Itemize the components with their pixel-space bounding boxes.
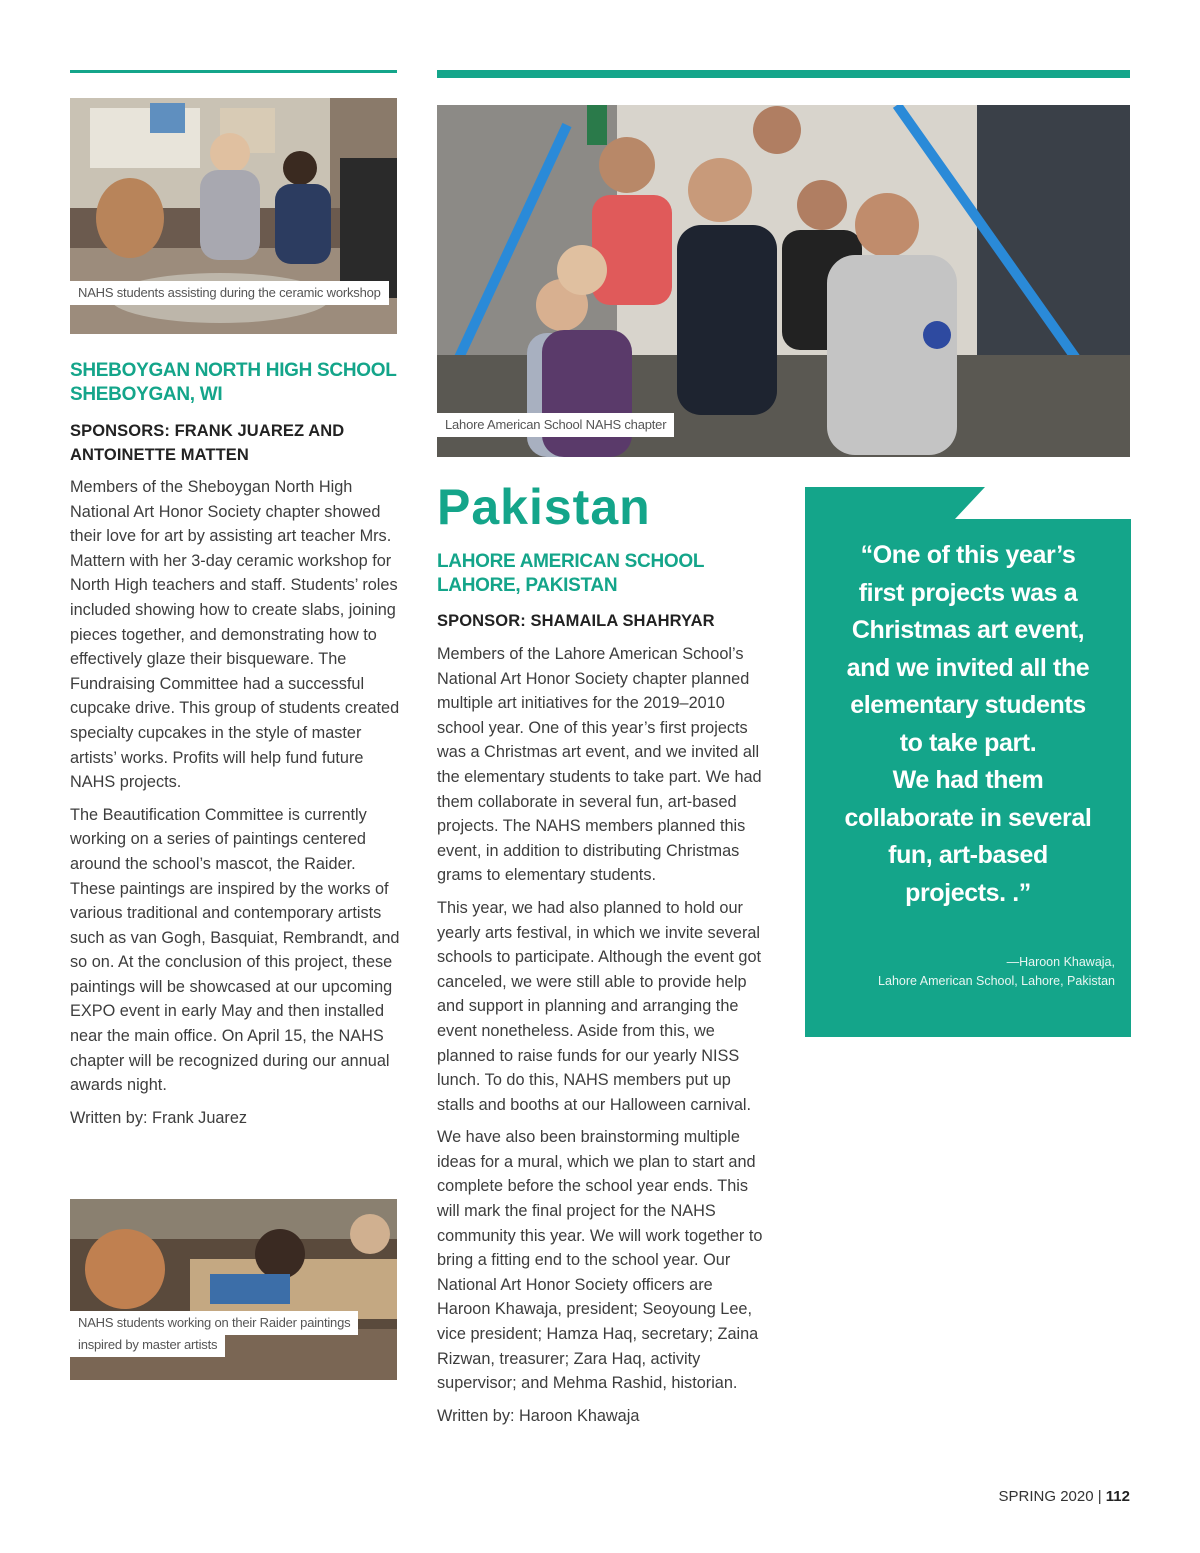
page-number: 112 <box>1105 1488 1130 1505</box>
paragraph: This year, we had also planned to hold our yearly arts festival, in which we invite several schools to participate. Although the event got canceled, we were still able to provide help and support in planning and arranging the event nonetheless. Aside from this, we planned to raise funds for our yearly NISS lunch. To do this, NAHS members put up stalls and booths at our Halloween carnival. <box>437 898 762 1114</box>
quote-line: Christmas art event, <box>851 616 1085 644</box>
sponsor-line-1: SPONSORS: FRANK JUAREZ AND <box>70 422 345 440</box>
lahore-photo-caption: Lahore American School NAHS chapter <box>437 413 674 437</box>
byline: Written by: Frank Juarez <box>70 1108 248 1127</box>
paragraph: Members of the Sheboygan North High National Art Honor Society chapter showed their love for art by assisting art teacher Mrs. Mattern with her 3-day ceramic workshop for North High teachers and staff. Students’ roles included showing how to create slabs, joining pieces together, and demonstrating how to effectively glaze their bisqueware. The Fundraising Committee had a successful cupcake drive. This group of students created specialty cupcakes in the style of master artists’ works. Profits will help fund future NAHS projects. <box>70 478 400 792</box>
byline: Written by: Haroon Khawaja <box>437 1406 640 1425</box>
paragraph: The Beautification Committee is currently working on a series of paintings centered around the school’s mascot, the Raider. These paintings are inspired by the works of various traditional and contemporary artists such as van Gogh, Basquiat, Rembrandt, and so on. At the conclusion of this project, these paintings will be showcased at our upcoming EXPO event in early May and then installed near the main office. On April 15, the NAHS chapter will be recognized during our annual awards night. <box>70 805 400 1095</box>
ceramic-photo-caption: NAHS students assisting during the ceramic workshop <box>70 281 389 305</box>
country-heading: Pakistan <box>437 479 651 535</box>
lahore-chapter-photo <box>437 105 1130 457</box>
paragraph: We have also been brainstorming multiple ideas for a mural, which we plan to start and complete before the school year ends. This will mark the final project for the NAHS community this year. We will work together to bring a fitting end to the school year. Our National Art Honor Society officers are Haroon Khawaja, president; Seoyoung Lee, vice president; Hamza Haq, secretary; Zaina Rizwan, treasurer; Zara Haq, activity supervisor; and Mehma Rashid, historian. <box>437 1128 763 1393</box>
page-footer <box>999 1488 1130 1505</box>
issue-label: SPRING 2020 | <box>998 1488 1106 1505</box>
sheboygan-sponsors <box>70 419 344 467</box>
lahore-sponsor: SPONSOR: SHAMAILA SHAHRYAR <box>437 612 715 630</box>
school-location: LAHORE, PAKISTAN <box>437 575 618 596</box>
school-name: LAHORE AMERICAN SCHOOL <box>437 551 705 572</box>
paragraph: Members of the Lahore American School’s National Art Honor Society chapter planned multiple art initiatives for the 2019–2010 school year. One of this year’s first projects was a Christmas art event, and we invited all the elementary students to take part. We had them collaborate in several fun, art-based projects. The NAHS members planned this event, in addition to distributing Christmas grams to elementary students. <box>437 645 762 885</box>
attribution-name: —Haroon Khawaja, <box>1006 955 1115 969</box>
lahore-article-body <box>437 642 767 1436</box>
quote-line: first projects was a <box>858 578 1078 607</box>
quote-line: We had them <box>892 766 1044 794</box>
lahore-school-heading <box>437 550 704 598</box>
pull-quote-text <box>805 537 1131 912</box>
raider-photo-caption-2 <box>70 1333 225 1357</box>
right-top-rule <box>437 70 1130 78</box>
school-name: SHEBOYGAN NORTH HIGH SCHOOL <box>70 360 397 381</box>
quote-line: fun, art-based <box>888 841 1048 869</box>
quote-line: projects. .” <box>905 878 1031 907</box>
quote-line: and we invited all the <box>846 653 1090 682</box>
attribution-school: Lahore American School, Lahore, Pakistan <box>878 974 1115 988</box>
sponsor-line-2: ANTOINETTE MATTEN <box>70 446 249 464</box>
sheboygan-school-heading <box>70 359 397 407</box>
left-top-rule <box>70 70 397 73</box>
quote-line: elementary students <box>850 691 1086 719</box>
caption-line-1: NAHS students working on their Raider paintings <box>78 1315 351 1330</box>
caption-line-2: inspired by master artists <box>78 1337 218 1352</box>
quote-attribution <box>878 953 1115 991</box>
quote-line: to take part. <box>899 728 1037 757</box>
pull-quote-box <box>805 487 1131 1037</box>
sheboygan-article-body <box>70 475 400 1138</box>
quote-line: collaborate in several <box>844 803 1092 832</box>
quote-line: “One of this year’s <box>860 541 1076 569</box>
raider-photo-caption <box>70 1311 358 1335</box>
school-location: SHEBOYGAN, WI <box>70 384 223 405</box>
lahore-chapter-image <box>437 105 1130 457</box>
